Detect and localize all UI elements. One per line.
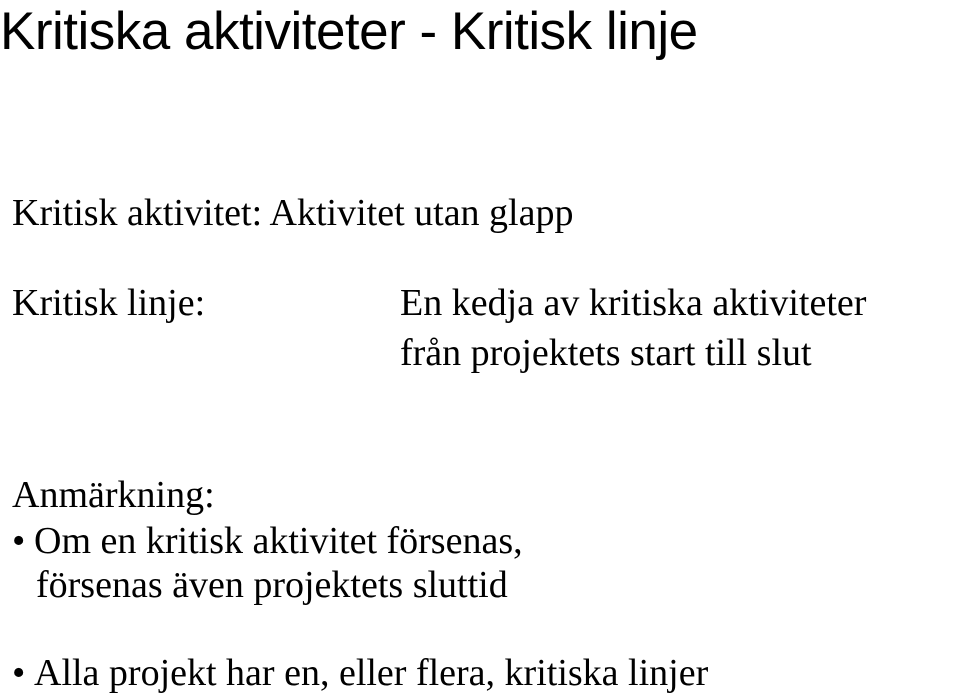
bullet-text: Om en kritisk aktivitet försenas, [34, 520, 523, 562]
definition-critical-path-line1: En kedja av kritiska aktiviteter [400, 282, 867, 324]
bullet-icon: • [12, 652, 26, 694]
definition-critical-path-line2: från projektets start till slut [400, 332, 812, 374]
bullet-item-delay [12, 518, 523, 564]
definition-critical-path-term: Kritisk linje: [12, 282, 206, 324]
bullet-item-delay-continuation: försenas även projektets sluttid [36, 564, 508, 606]
bullet-text: Alla projekt har en, eller flera, kritiska linjer [34, 652, 709, 694]
note-label: Anmärkning: [12, 474, 215, 516]
definition-critical-activity: Kritisk aktivitet: Aktivitet utan glapp [12, 192, 574, 234]
bullet-item-all-projects [12, 650, 708, 696]
bullet-icon: • [12, 520, 26, 562]
slide-title: Kritiska aktiviteter - Kritisk linje [0, 2, 698, 61]
